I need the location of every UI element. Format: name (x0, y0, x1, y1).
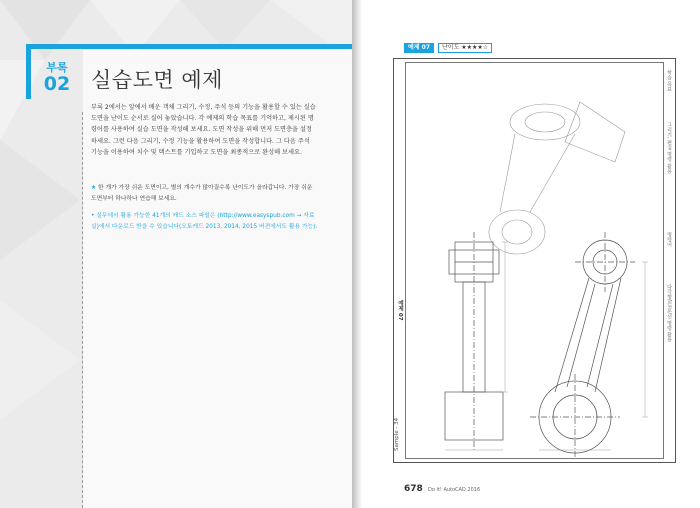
difficulty-note-text: 한 개가 가장 쉬운 도면이고, 별의 개수가 많아질수록 난이도가 올라갑니다. 가장 쉬운 도면부터 하나하나 연습해 보세요. (91, 185, 313, 202)
page-title: 실습도면 예제 (91, 68, 223, 92)
title-block-strip (662, 62, 674, 457)
difficulty-note (91, 183, 319, 204)
page-number: 678 (404, 484, 423, 494)
appendix-number: 02 (43, 73, 71, 95)
title-block-label: 학습 목표 (666, 70, 672, 92)
title-block-label: 명령어 (666, 232, 672, 247)
intro-paragraph: 부록 2에서는 앞에서 배운 객체 그리기, 수정, 주석 등의 기능을 활용할 수 있는 실습 도면을 난이도 순서로 실어 놓았습니다. 각 예제의 학습 목표를 기억하고, 제시된 명령어를 사용하여 실습 도면을 작성해 보세요. 도면 작성을 위해 먼저 도면층을 설정하세요. 그런 다음 그리기, 수정 기능을 활용하여 도면을 작성합니다. 그 다음 주석 기능을 이용하여 치수 및 텍스트를 기입하고 도면을 최종적으로 완성해 보세요. (91, 104, 316, 156)
star-icon: ★ (91, 185, 97, 191)
sample-label: Sample - 34 (394, 417, 400, 451)
title-block-label: 그리기, 편집 명령 활용 (666, 122, 672, 174)
book-spine-shadow (352, 0, 362, 508)
accent-bar-top (26, 44, 352, 49)
difficulty-rating: 난이도 ★★★★☆ (438, 43, 492, 53)
accent-bar-left (26, 44, 31, 99)
example-side-label: 예제 07 (397, 300, 403, 321)
download-note: • 실무에서 활용 가능한 41개의 캐드 소스 파일은 (http://www.easyspub.com → 자료실)에서 다운로드 받을 수 있습니다(오토캐드 2013, 2014, 2015 버전에서도 활용 가능). (91, 213, 318, 230)
title-block-label: 다각형/원/호/선 명령 활용 (666, 284, 672, 343)
book-title: Do it! AutoCAD 2016 (428, 487, 481, 493)
appendix-label: 부록 (46, 61, 68, 74)
connecting-rod-drawing (405, 62, 662, 457)
example-badge: 예제 07 (404, 43, 434, 53)
margin-divider (82, 112, 83, 508)
